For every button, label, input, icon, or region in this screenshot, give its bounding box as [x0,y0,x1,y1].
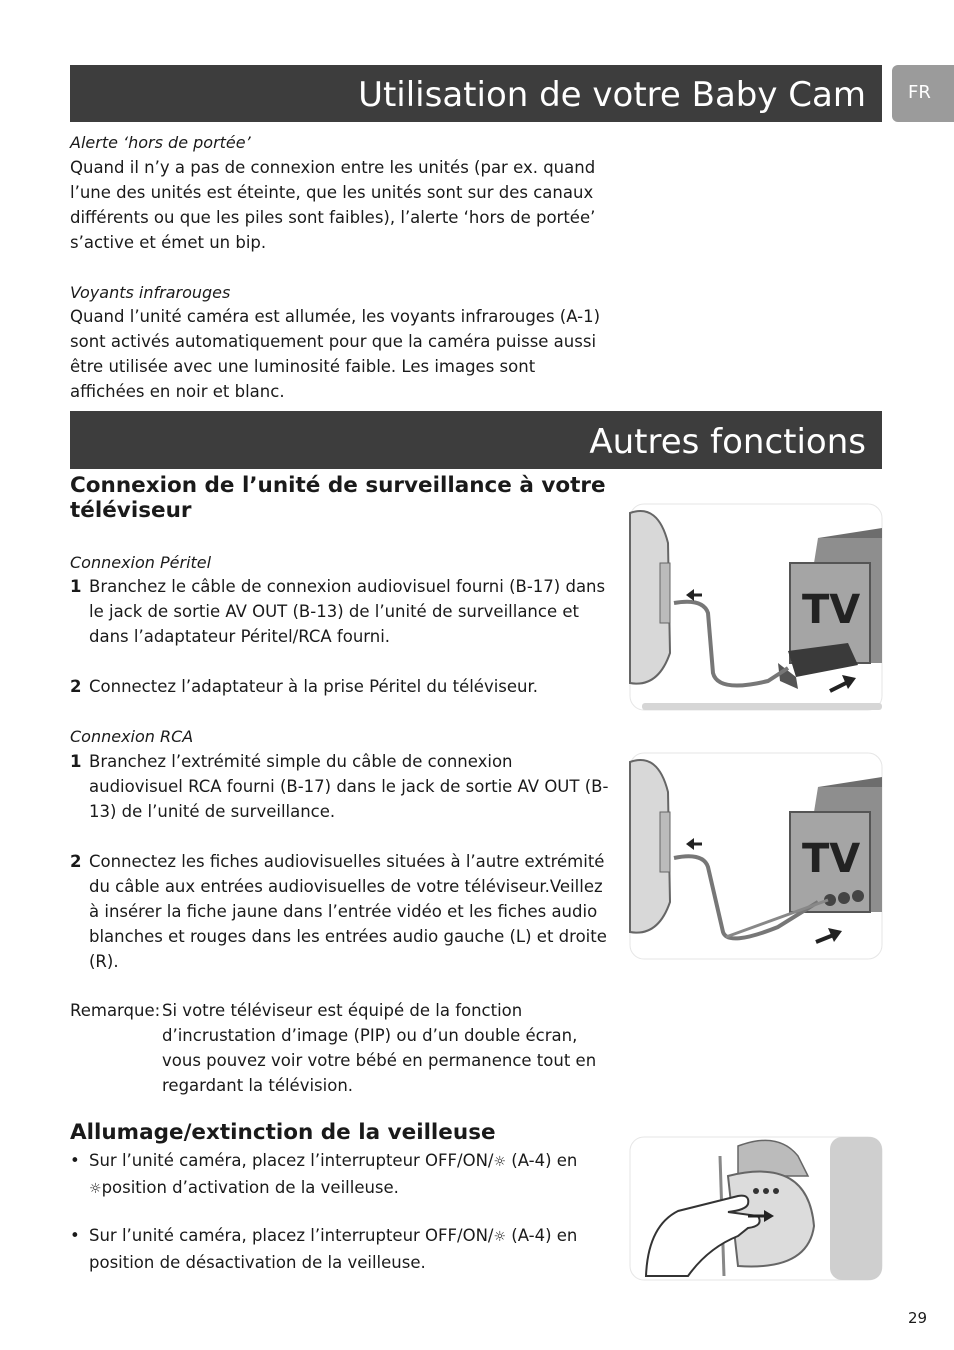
bullet-text-part: Sur l’unité caméra, placez l’interrupteur OFF/ON/ [89,1226,494,1245]
step-text: Connectez les fiches audiovisuelles situées à l’autre extrémité du câble aux entrées audiovisuelles de votre téléviseur.Veillez à insérer la fiche jaune dans l’entrée vidéo et les fiches audio blanches et rouges dans les entrées audio gauche (L) et droite (R). [89,852,607,971]
note-text: Si votre téléviseur est équipé de la fonction d’incrustation d’image (PIP) ou d’un double écran, vous pouvez voir votre bébé en permanence tout en regardant la télévision. [162,1001,597,1095]
bullet: • [70,1226,80,1245]
out-of-range-text: Quand il n’y a pas de connexion entre les unités (par ex. quand l’une des unités est éteinte, que les unités sont sur des canaux différents ou que les piles sont faibles), l’alerte ‘hors de portée’ s’active et émet un bip. [70,158,596,252]
tv-label: TV [802,587,861,633]
bullet-text [89,1148,609,1202]
infrared-text: Quand l’unité caméra est allumée, les voyants infrarouges (A-1) sont activés automatiquement pour que la caméra puisse aussi être utilisée avec une luminosité faible. Les images sont affichées en noir et blanc. [70,307,601,401]
page-header-bar [70,65,882,122]
sun-icon: ☼ [89,1181,102,1197]
peritel-connection-figure [628,503,884,713]
step-number: 1 [70,752,82,771]
out-of-range-heading: Alerte ‘hors de portée’ [70,133,251,152]
language-tab: FR [892,65,954,122]
peritel-heading: Connexion Péritel [70,553,212,572]
bullet-text-part: (A-4) en [511,1151,578,1170]
note-label: Remarque: [70,1001,161,1020]
step-text: Connectez l’adaptateur à la prise Péritel du téléviseur. [89,677,539,696]
rca-heading: Connexion RCA [70,727,194,746]
page-title: Utilisation de votre Baby Cam [358,75,866,115]
infrared-heading: Voyants infrarouges [70,283,231,302]
step-text: Branchez l’extrémité simple du câble de connexion audiovisuel RCA fourni (B-17) dans le jack de sortie AV OUT (B-13) de l’unité de surveillance. [89,752,609,821]
page-number: 29 [908,1309,928,1327]
section-header-bar [70,411,882,469]
bullet-text [89,1223,609,1275]
bullet: • [70,1151,80,1170]
bullet-text-part: (A-4) en position de désactivation de la veilleuse. [89,1226,578,1272]
sun-icon: ☼ [493,1229,507,1245]
rca-connection-figure [628,752,884,962]
step-number: 2 [70,677,82,696]
tv-connection-heading: Connexion de l’unité de surveillance à votre téléviseur [70,473,606,523]
step-number: 1 [70,577,82,596]
bullet-text-part: position d’activation de la veilleuse. [101,1178,399,1197]
step-number: 2 [70,852,82,871]
section-title: Autres fonctions [589,422,866,462]
nightlight-heading: Allumage/extinction de la veilleuse [70,1120,496,1145]
nightlight-switch-figure [628,1136,884,1282]
tv-label: TV [802,836,861,882]
bullet-text-part: Sur l’unité caméra, placez l’interrupteur OFF/ON/ [89,1151,494,1170]
step-text: Branchez le câble de connexion audiovisuel fourni (B-17) dans le jack de sortie AV OUT (B-13) de l’unité de surveillance et dans l’adaptateur Péritel/RCA fourni. [89,577,606,646]
sun-icon: ☼ [493,1154,507,1170]
